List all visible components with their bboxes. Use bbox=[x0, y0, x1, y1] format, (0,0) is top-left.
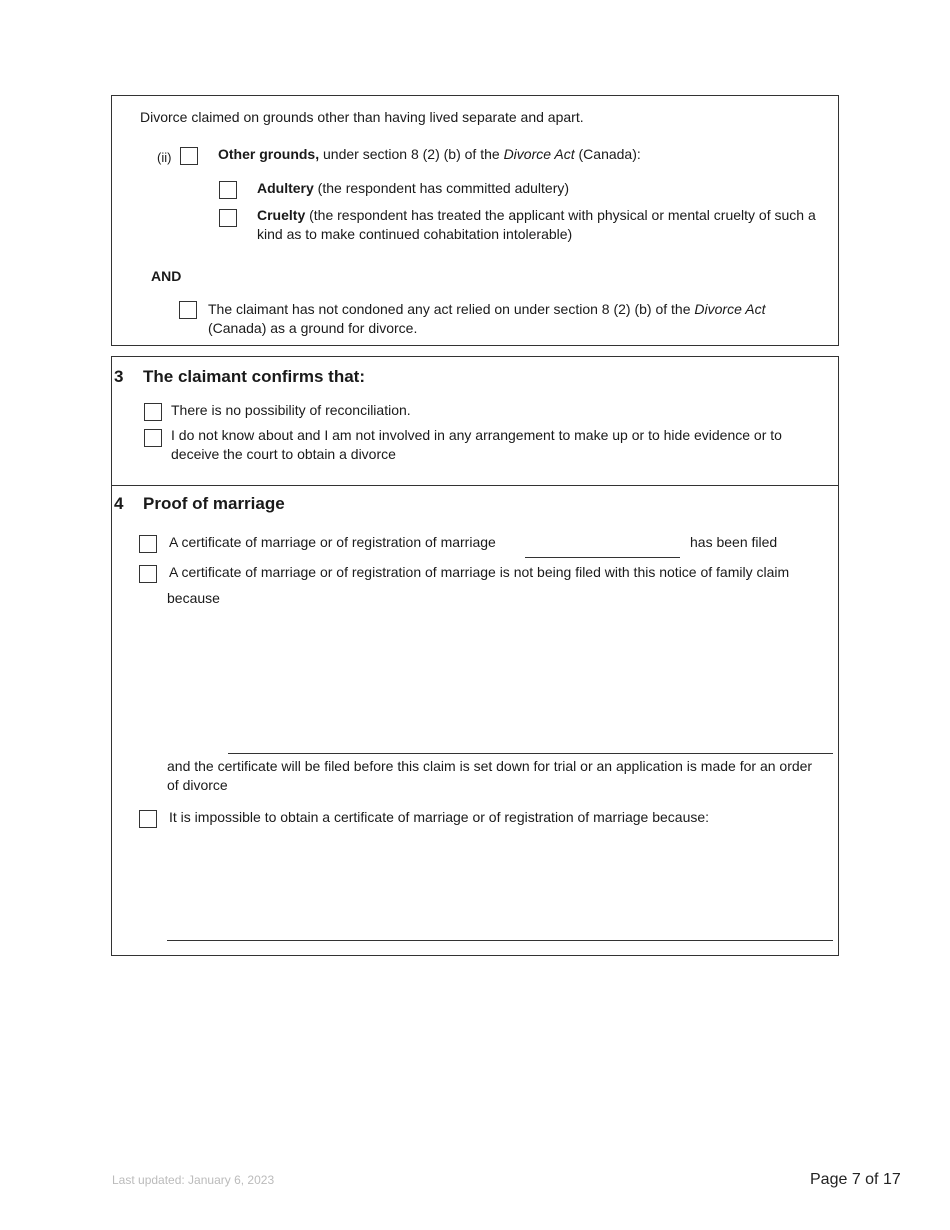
section4-number: 4 bbox=[114, 494, 124, 513]
section3-title: The claimant confirms that: bbox=[143, 367, 365, 386]
certificate-filed-input[interactable] bbox=[525, 536, 684, 558]
not-filed-reason-input[interactable] bbox=[228, 605, 836, 755]
impossible-reason-input[interactable] bbox=[167, 832, 836, 942]
other-grounds-checkbox[interactable] bbox=[180, 147, 198, 165]
other-grounds-label bbox=[218, 145, 641, 164]
certificate-will-be-filed-text: and the certificate will be filed before this claim is set down for trial or an application is made for an order of divorce bbox=[167, 758, 813, 793]
not-condoned-act: Divorce Act bbox=[694, 301, 766, 317]
and-label: AND bbox=[151, 268, 182, 284]
not-condoned-text-post: (Canada) as a ground for divorce. bbox=[208, 320, 418, 336]
certificate-filed-suffix: has been filed bbox=[690, 534, 778, 550]
certificate-impossible-label: It is impossible to obtain a certificate of marriage or of registration of marriage because: bbox=[169, 809, 710, 825]
section4-title: Proof of marriage bbox=[143, 494, 285, 513]
other-grounds-bold: Other grounds, bbox=[218, 146, 320, 162]
section2-intro: Divorce claimed on grounds other than having lived separate and apart. bbox=[140, 109, 584, 125]
certificate-filed-label: A certificate of marriage or of registration of marriage bbox=[169, 534, 496, 550]
adultery-label bbox=[257, 179, 569, 198]
certificate-not-filed-checkbox[interactable] bbox=[139, 565, 157, 583]
no-collusion-checkbox[interactable] bbox=[144, 429, 162, 447]
certificate-filed-line bbox=[525, 557, 680, 558]
certificate-not-filed-label: A certificate of marriage or of registration of marriage is not being filed with this notice of family claim bbox=[169, 564, 790, 580]
not-condoned-text: The claimant has not condoned any act relied on under section 8 (2) (b) of the bbox=[208, 301, 695, 317]
no-collusion-label: I do not know about and I am not involved in any arrangement to make up or to hide evidence or to deceive the court to obtain a divorce bbox=[171, 427, 782, 462]
not-condoned-checkbox[interactable] bbox=[179, 301, 197, 319]
certificate-not-filed-because: because bbox=[167, 590, 220, 606]
other-grounds-numeral: (ii) bbox=[157, 150, 172, 165]
no-reconciliation-checkbox[interactable] bbox=[144, 403, 162, 421]
cruelty-bold: Cruelty bbox=[257, 207, 306, 223]
last-updated: Last updated: January 6, 2023 bbox=[112, 1173, 275, 1187]
no-reconciliation-label: There is no possibility of reconciliation. bbox=[171, 402, 411, 418]
impossible-reason-line bbox=[167, 940, 833, 941]
section3-number: 3 bbox=[114, 367, 124, 386]
other-grounds-text: under section 8 (2) (b) of the bbox=[319, 146, 504, 162]
other-grounds-act: Divorce Act bbox=[503, 146, 575, 162]
cruelty-text: (the respondent has treated the applicant with physical or mental cruelty of such a kind as to make continued cohabitation intolerable) bbox=[257, 207, 816, 242]
cruelty-label bbox=[257, 206, 835, 244]
not-filed-reason-line bbox=[228, 753, 833, 754]
adultery-text: (the respondent has committed adultery) bbox=[313, 180, 570, 196]
certificate-filed-checkbox[interactable] bbox=[139, 535, 157, 553]
adultery-checkbox[interactable] bbox=[219, 181, 237, 199]
adultery-bold: Adultery bbox=[257, 180, 314, 196]
other-grounds-text-post: (Canada): bbox=[574, 146, 641, 162]
not-condoned-label bbox=[208, 300, 808, 338]
cruelty-checkbox[interactable] bbox=[219, 209, 237, 227]
certificate-impossible-checkbox[interactable] bbox=[139, 810, 157, 828]
page-number: Page 7 of 17 bbox=[810, 1171, 901, 1188]
section-divider bbox=[111, 485, 839, 486]
